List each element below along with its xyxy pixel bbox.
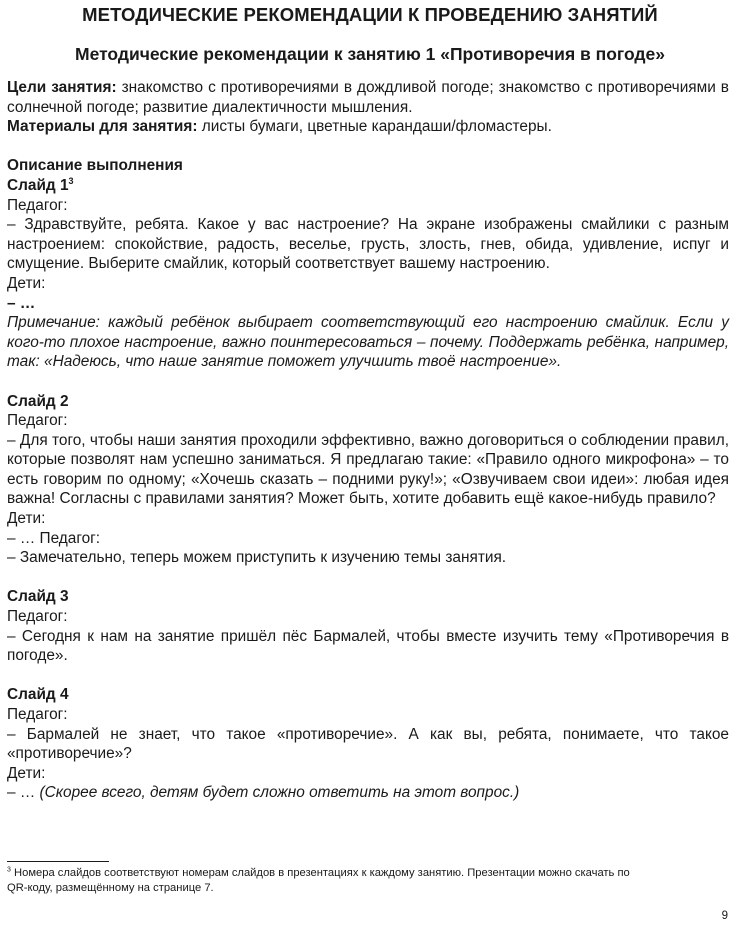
footnote-divider bbox=[7, 861, 109, 862]
slide4-children-prefix: – … bbox=[7, 784, 40, 802]
slide4-children-note: (Скорее всего, детям будет сложно ответить на этот вопрос.) bbox=[39, 784, 520, 802]
goals-text: знакомство с противоречиями в дождливой погоде; знакомство с противоречиями в солнечной погоде; развитие диалектичности мышления. bbox=[7, 79, 729, 116]
slide1-heading-text: Слайд 1 bbox=[7, 176, 69, 194]
slide4-teacher-label: Педагог: bbox=[7, 706, 68, 723]
footnote bbox=[7, 866, 647, 896]
slide3-heading: Слайд 3 bbox=[7, 588, 69, 606]
footnote-mark: 3 bbox=[7, 866, 11, 874]
materials-label: Материалы для занятия: bbox=[7, 118, 198, 136]
slide1-heading bbox=[7, 176, 729, 196]
slide2-teacher-label: Педагог: bbox=[7, 412, 68, 430]
main-content bbox=[7, 78, 729, 803]
materials-text: листы бумаги, цветные карандаши/фломастеры. bbox=[197, 118, 552, 136]
slide2-children-label: Дети: bbox=[7, 510, 46, 528]
slide4-teacher-text: – Бармалей не знает, что такое «противоречие». А как вы, ребята, понимаете, что такое «противоречие»? bbox=[7, 725, 729, 763]
lesson-title: Методические рекомендации к занятию 1 «Противоречия в погоде» bbox=[75, 44, 665, 64]
goals-label: Цели занятия: bbox=[7, 79, 117, 96]
slide4-heading: Слайд 4 bbox=[7, 686, 69, 704]
goals-paragraph bbox=[7, 78, 729, 117]
slide2-teacher-text2: – Замечательно, теперь можем приступить к изучению темы занятия. bbox=[7, 549, 507, 567]
footnote-text: Номера слайдов соответствуют номерам слайдов в презентациях к каждому занятию. Презентации можно скачать по QR-коду, размещённому на странице 7. bbox=[7, 867, 630, 894]
slide3-teacher-label: Педагог: bbox=[7, 608, 68, 626]
page-title: МЕТОДИЧЕСКИЕ РЕКОМЕНДАЦИИ К ПРОВЕДЕНИЮ ЗАНЯТИЙ bbox=[82, 4, 658, 25]
slide1-children-label: Дети: bbox=[7, 274, 46, 292]
slide4-children-label: Дети: bbox=[7, 764, 46, 782]
slide1-teacher-label: Педагог: bbox=[7, 196, 68, 214]
slide3-teacher-text: – Сегодня к нам на занятие пришёл пёс Бармалей, чтобы вместе изучить тему «Противоречия в погоде». bbox=[7, 627, 729, 665]
slide1-children-text: – … bbox=[7, 294, 36, 312]
page-number: 9 bbox=[721, 910, 728, 922]
slide1-teacher-text: – Здравствуйте, ребята. Какое у вас настроение? На экране изображены смайлики с разным настроением: спокойствие, радость, веселье, грусть, злость, гнев, обида, удивление, испуг и смущение. Выберите смайлик, который соответствует вашему настроению. bbox=[7, 216, 729, 273]
slide1-note: Примечание: каждый ребёнок выбирает соответствующий его настроению смайлик. Если у кого-то плохое настроение, важно поинтересоваться – почему. Поддержать ребёнка, например, так: «Надеюсь, что наше занятие поможет улучшить твоё настроение». bbox=[7, 314, 729, 371]
slide2-teacher-text: – Для того, чтобы наши занятия проходили эффективно, важно договориться о соблюдении правил, которые позволят нам успешно заниматься. Я предлагаю такие: «Правило одного микрофона» – то есть говорим по одному; «Хочешь сказать – подними руку!»; «Озвучиваем свои идеи»: любая идея важна! Согласны с правилами занятия? Может быть, хотите добавить ещё какое-нибудь правило? bbox=[7, 431, 729, 508]
description-heading: Описание выполнения bbox=[7, 157, 183, 175]
materials-paragraph bbox=[7, 117, 729, 137]
slide2-children-text: – … Педагог: bbox=[7, 529, 101, 547]
footnote-ref: 3 bbox=[68, 175, 74, 186]
slide2-heading: Слайд 2 bbox=[7, 392, 69, 410]
slide4-children-line bbox=[7, 783, 729, 803]
